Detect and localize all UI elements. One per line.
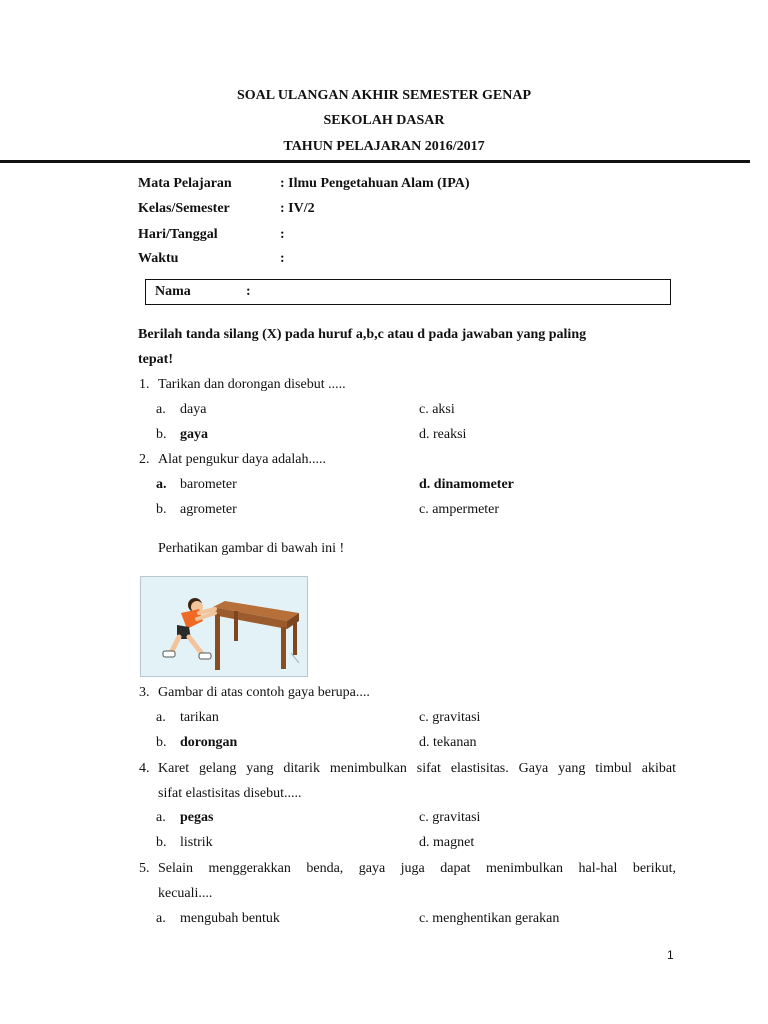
time-label: Waktu xyxy=(138,251,179,266)
instruction xyxy=(138,322,678,372)
instruction-line-2: tepat! xyxy=(138,352,173,367)
boy-pushing-table-illustration xyxy=(141,577,307,676)
instruction-line-1: Berilah tanda silang (X) pada huruf a,b,c atau d pada jawaban yang paling xyxy=(138,327,587,342)
name-field-box[interactable] xyxy=(145,279,671,305)
class-label: Kelas/Semester xyxy=(138,201,230,216)
exam-title: SOAL ULANGAN AKHIR SEMESTER GENAP xyxy=(236,88,532,103)
question-text: Alat pengukur daya adalah..... xyxy=(158,452,326,467)
question-text-line-1: Karet gelang yang ditarik menimbulkan sifat elastisitas. Gaya yang timbul akibat xyxy=(158,761,676,776)
option-letter-a: a. xyxy=(156,402,166,417)
question-number: 3. xyxy=(139,685,150,700)
time-value: : xyxy=(280,251,285,266)
subject-value: : Ilmu Pengetahuan Alam (IPA) xyxy=(280,176,470,191)
question-text: Gambar di atas contoh gaya berupa.... xyxy=(158,685,370,700)
school-level: SEKOLAH DASAR xyxy=(323,113,445,128)
option-letter-a: a. xyxy=(156,710,166,725)
option-d: d. dinamometer xyxy=(419,477,514,492)
option-d: d. reaksi xyxy=(419,427,467,442)
option-a: tarikan xyxy=(180,710,219,725)
option-b: gaya xyxy=(180,427,208,442)
header-divider xyxy=(0,160,750,163)
option-letter-b: b. xyxy=(156,735,167,750)
option-letter-a: a. xyxy=(156,477,167,492)
option-b: dorongan xyxy=(180,735,238,750)
name-label: Nama xyxy=(155,284,191,299)
subject-label: Mata Pelajaran xyxy=(138,176,232,191)
option-d: d. magnet xyxy=(419,835,475,850)
option-c: c. menghentikan gerakan xyxy=(419,911,560,926)
option-a: pegas xyxy=(180,810,214,825)
option-letter-a: a. xyxy=(156,911,166,926)
page-number: 1 xyxy=(667,948,674,962)
question-text-line-2: kecuali.... xyxy=(158,886,213,901)
question-number: 1. xyxy=(139,377,150,392)
name-value: : xyxy=(246,284,251,299)
option-a: mengubah bentuk xyxy=(180,911,280,926)
question-text xyxy=(158,856,676,906)
option-a: barometer xyxy=(180,477,237,492)
figure-prompt: Perhatikan gambar di bawah ini ! xyxy=(158,541,345,556)
option-c: c. gravitasi xyxy=(419,710,481,725)
academic-year: TAHUN PELAJARAN 2016/2017 xyxy=(283,139,485,154)
option-c: c. aksi xyxy=(419,402,455,417)
option-letter-b: b. xyxy=(156,502,167,517)
option-b: listrik xyxy=(180,835,213,850)
option-b: agrometer xyxy=(180,502,237,517)
question-text: Tarikan dan dorongan disebut ..... xyxy=(158,377,346,392)
boy-pushing-table-image xyxy=(140,576,308,677)
question-number: 5. xyxy=(139,861,150,876)
option-c: c. ampermeter xyxy=(419,502,500,517)
question-text-line-1: Selain menggerakkan benda, gaya juga dapat menimbulkan hal-hal berikut, xyxy=(158,861,676,876)
date-label: Hari/Tanggal xyxy=(138,227,218,242)
question-text xyxy=(158,756,676,806)
option-a: daya xyxy=(180,402,207,417)
question-number: 4. xyxy=(139,761,150,776)
option-letter-b: b. xyxy=(156,835,167,850)
option-letter-a: a. xyxy=(156,810,166,825)
question-text-line-2: sifat elastisitas disebut..... xyxy=(158,786,302,801)
option-c: c. gravitasi xyxy=(419,810,481,825)
option-letter-b: b. xyxy=(156,427,167,442)
date-value: : xyxy=(280,227,285,242)
question-number: 2. xyxy=(139,452,150,467)
option-d: d. tekanan xyxy=(419,735,477,750)
class-value: : IV/2 xyxy=(280,201,315,216)
